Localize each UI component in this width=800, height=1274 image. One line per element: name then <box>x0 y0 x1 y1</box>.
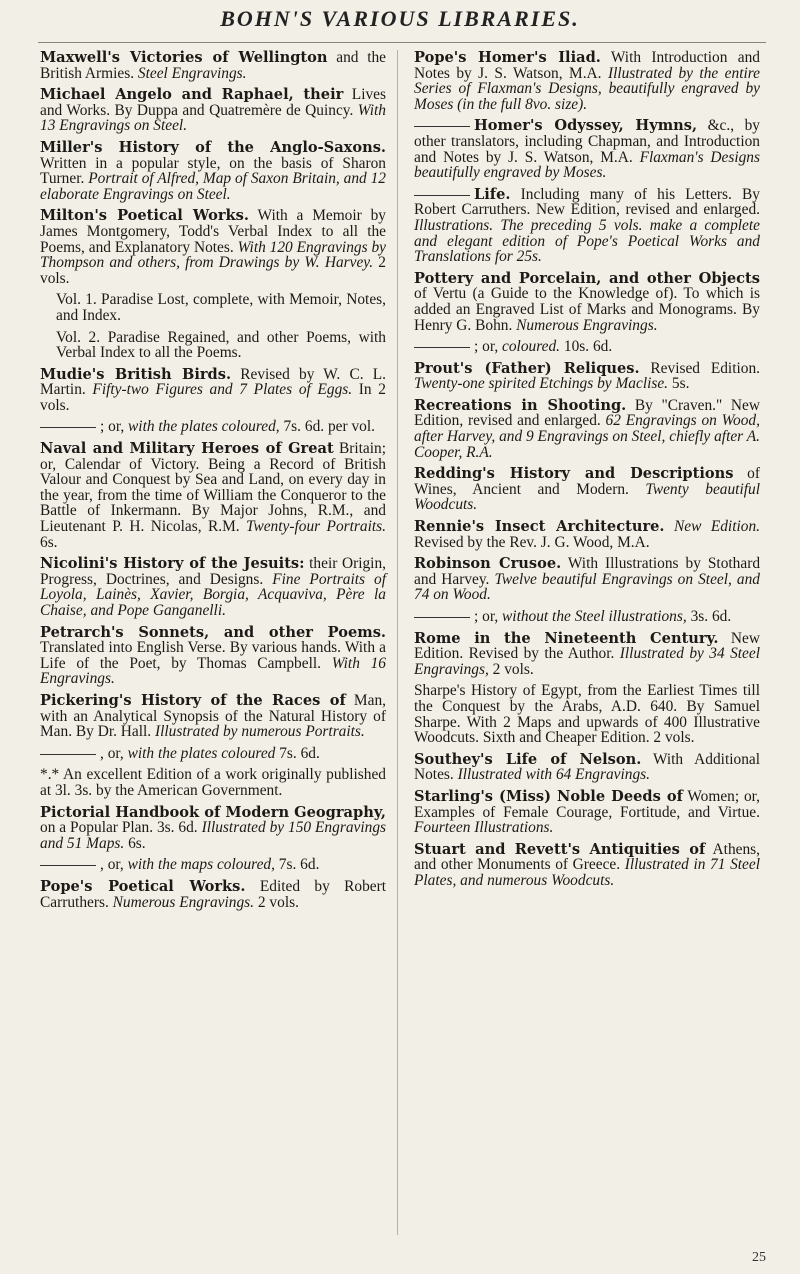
entry-text: Edited by Robert Carruthers. <box>40 877 387 911</box>
catalog-entry <box>414 118 760 180</box>
catalog-entry <box>40 879 386 910</box>
entry-italic: Illustrated by numerous Portraits. <box>155 723 365 741</box>
entry-text: With Introduction and Notes by J. S. Watson, M.A. <box>414 49 760 82</box>
catalog-entry <box>414 361 760 392</box>
entry-title: Pope's Poetical Works. <box>40 877 246 895</box>
entry-title: Mudie's British Birds. <box>40 365 232 383</box>
entry-title: Rennie's Insect Architecture. <box>414 518 665 536</box>
entry-title: Rome in the Nineteenth Century. <box>414 629 719 647</box>
entry-text: With a Memoir by James Montgomery, Todd's Verbal Index to all the Poems, and Explanatory Notes. <box>40 207 387 256</box>
entry-italic: 62 Engravings on Wood, after Harvey, and 9 Engravings on Steel, chiefly after A. Cooper, R.A. <box>414 412 760 461</box>
entry-title: Michael Angelo and Raphael, their <box>40 86 344 104</box>
entry-title: Miller's History of the Anglo-Saxons. <box>40 138 386 156</box>
entry-italic: with the maps coloured, <box>127 856 275 874</box>
entry-italic: Illustrations. The preceding 5 vols. make a complete and elegant edition of Pope's Poetical Works and Translations for 25s. <box>414 216 760 266</box>
entry-text-tail: In 2 vols. <box>40 381 386 414</box>
catalog-entry <box>414 752 760 783</box>
entry-italic: Flaxman's Designs beautifully engraved by Moses. <box>414 148 760 182</box>
ditto-dash <box>414 126 470 127</box>
entry-text: *.* An excellent Edition of a work originally published at 3l. 3s. by the American Government. <box>40 766 386 799</box>
ditto-dash <box>40 865 96 866</box>
entry-text-tail: 10s. 6d. <box>560 338 613 356</box>
entry-text: &c., by other translators, including Chapman, and Introduction and Notes by J. S. Watson, M.A. <box>414 117 760 166</box>
catalog-entry <box>40 330 386 361</box>
entry-italic: Numerous Engravings. <box>112 893 255 911</box>
entry-title: Pope's Homer's Iliad. <box>414 49 601 66</box>
entry-text: ; or, <box>100 418 129 436</box>
entry-text: Women; or, Examples of Female Courage, Fortitude, and Virtue. <box>414 787 760 821</box>
entry-text: on a Popular Plan. 3s. 6d. <box>40 819 202 837</box>
entry-italic: Fine Portraits of Loyola, Lainès, Xavier, Borgia, Acquaviva, Père la Chaise, and Pope Ganganelli. <box>40 570 386 619</box>
catalog-entry <box>414 271 760 333</box>
entry-italic: Illustrated by 34 Steel Engravings, <box>414 645 760 678</box>
left-column <box>40 50 386 916</box>
entry-title: Pickering's History of the Races of <box>40 691 346 709</box>
catalog-entry <box>40 208 386 286</box>
entry-text-tail: 7s. 6d. <box>274 856 320 874</box>
entry-text: Athens, and other Monuments of Greece. <box>414 840 761 874</box>
catalog-entry <box>40 693 386 740</box>
entry-italic: Twelve beautiful Engravings on Steel, and 74 on Wood. <box>414 570 760 604</box>
catalog-entry <box>40 367 386 414</box>
catalog-entry <box>40 857 386 873</box>
catalog-entry <box>414 398 760 460</box>
entry-text-tail: 2 vols. <box>254 893 299 911</box>
entry-italic: Twenty-one spirited Etchings by Maclise. <box>414 375 669 393</box>
entry-italic: with the plates coloured <box>127 744 276 762</box>
catalog-entry <box>40 556 386 618</box>
catalog-entry <box>40 767 386 798</box>
catalog-entry <box>40 625 386 687</box>
entry-text: Britain; or, Calendar of Victory. Being a Record of British Valour and Conquest by Sea and Land, on every day in the year, from the time of William the Conqueror to the Battle of Inkermann. By Major Johns, R.M., and Lieutenant P. H. Nicolas, R.M. <box>40 440 386 536</box>
entry-italic: with the plates coloured, <box>128 418 280 436</box>
entry-italic: With 120 Engravings by Thompson and others, from Drawings by W. Harvey. <box>40 238 386 272</box>
entry-text: ; or, <box>474 608 503 625</box>
entry-text-tail: 7s. 6d. per vol. <box>279 418 375 436</box>
header-rule <box>38 42 766 43</box>
entry-italic: Portrait of Alfred, Map of Saxon Britain, and 12 elaborate Engravings on Steel. <box>40 170 387 203</box>
entry-title: Life. <box>474 185 511 203</box>
catalog-entry <box>414 842 760 889</box>
entry-text-tail: 6s. <box>40 533 58 551</box>
entry-title: Recreations in Shooting. <box>414 396 627 414</box>
entry-text: Including many of his Letters. By Robert Carruthers. New Edition, revised and enlarged. <box>414 185 760 219</box>
entry-title: Petrarch's Sonnets, and other Poems. <box>40 623 386 641</box>
entry-text: With Illustrations by Stothard and Harvey. <box>414 555 761 588</box>
entry-text-tail: Revised by the Rev. J. G. Wood, M.A. <box>414 533 650 551</box>
entry-text-tail: 2 vols. <box>40 254 387 287</box>
entry-text: Translated into English Verse. By various hands. With a Life of the Poet, by Thomas Campbell. <box>40 639 386 672</box>
entry-text: Man, with an Analytical Synopsis of the Natural History of Man. By Dr. Hall. <box>40 691 386 741</box>
entry-italic: Twenty beautiful Woodcuts. <box>414 480 760 514</box>
catalog-entry <box>414 683 760 745</box>
catalog-entry <box>40 87 386 134</box>
ditto-dash <box>40 754 96 755</box>
running-header: BOHN'S VARIOUS LIBRARIES. <box>220 6 580 31</box>
entry-italic: coloured. <box>502 338 561 356</box>
ditto-dash <box>414 617 470 618</box>
entry-text: their Origin, Progress, Doctrines, and Designs. <box>40 555 386 588</box>
entry-text: ; or, <box>474 338 503 356</box>
entry-text: Revised Edition. <box>639 359 760 377</box>
entry-title: Pottery and Porcelain, and other Objects <box>414 269 760 287</box>
entry-text: Revised by W. C. L. Martin. <box>40 365 386 399</box>
entry-text: of Vertu (a Guide to the Knowledge of). To which is added an Engraved List of Marks and Monograms. By Henry G. Bohn. <box>414 285 760 334</box>
catalog-entry <box>40 419 386 435</box>
catalog-entry <box>414 187 760 265</box>
catalog-entry <box>40 292 386 323</box>
entry-text-tail: 3s. 6d. <box>686 608 732 625</box>
entry-text: and the British Armies. <box>40 49 386 82</box>
catalog-entry <box>414 609 760 625</box>
catalog-entry <box>40 140 386 202</box>
ditto-dash <box>414 195 470 196</box>
entry-text: Written in a popular style, on the basis of Sharon Turner. <box>40 154 386 188</box>
entry-text-tail: 2 vols. <box>488 660 534 678</box>
entry-italic: Illustrated in 71 Steel Plates, and numerous Woodcuts. <box>414 856 760 889</box>
page-number: 25 <box>752 1250 766 1265</box>
entry-text: Sharpe's History of Egypt, from the Earliest Times till the Conquest by the Arabs, A.D. 640. By Samuel Sharpe. With 2 Maps and upwards of 400 Illustrative Woodcuts. Sixth and Cheaper Edition. 2 vols. <box>414 682 760 747</box>
entry-text: Lives and Works. By Duppa and Quatremère de Quincy. <box>40 86 386 119</box>
catalog-entry <box>414 631 760 678</box>
entry-italic: New Edition. <box>664 518 760 536</box>
entry-title: Homer's Odyssey, Hymns, <box>474 117 698 135</box>
entry-title: Nicolini's History of the Jesuits: <box>40 555 305 573</box>
entry-text: By "Craven." New Edition, revised and enlarged. <box>414 396 760 430</box>
entry-text-tail: 7s. 6d. <box>275 744 320 762</box>
entry-title: Maxwell's Victories of Wellington <box>40 49 328 66</box>
catalog-entry <box>40 50 386 81</box>
catalog-entry <box>414 339 760 355</box>
column-divider <box>397 50 398 1235</box>
catalog-entry <box>414 50 760 112</box>
catalog-entry <box>40 805 386 852</box>
entry-text-tail: 5s. <box>668 375 690 393</box>
entry-text: New Edition. Revised by the Author. <box>414 629 760 663</box>
right-column <box>414 50 760 895</box>
entry-text: , or, <box>100 856 128 874</box>
entry-italic: With 16 Engravings. <box>40 654 386 688</box>
entry-text: , or, <box>100 744 128 762</box>
entry-title: Prout's (Father) Reliques. <box>414 359 640 377</box>
entry-text-tail: 6s. <box>124 834 146 852</box>
entry-title: Starling's (Miss) Noble Deeds of <box>414 787 683 805</box>
entry-title: Milton's Poetical Works. <box>40 207 249 225</box>
entry-italic: Fifty-two Figures and 7 Plates of Eggs. <box>92 381 353 399</box>
catalog-entry <box>414 556 760 603</box>
entry-italic: With 13 Engravings on Steel. <box>40 101 386 135</box>
entry-italic: Illustrated with 64 Engravings. <box>457 766 650 784</box>
entry-title: Southey's Life of Nelson. <box>414 750 642 768</box>
ditto-dash <box>40 427 96 428</box>
catalog-entry <box>40 441 386 550</box>
entry-title: Robinson Crusoe. <box>414 555 562 573</box>
entry-italic: Steel Engravings. <box>137 64 247 82</box>
entry-italic: Illustrated by 150 Engravings and 51 Maps. <box>40 819 386 852</box>
entry-italic: Numerous Engravings. <box>516 316 658 334</box>
entry-title: Pictorial Handbook of Modern Geography, <box>40 803 386 821</box>
entry-text: of Wines, Ancient and Modern. <box>414 465 760 498</box>
entry-text: Vol. 2. Paradise Regained, and other Poems, with Verbal Index to all the Poems. <box>56 328 386 362</box>
ditto-dash <box>414 347 470 348</box>
catalog-entry <box>414 519 760 550</box>
entry-italic: without the Steel illustrations, <box>502 608 687 625</box>
entry-italic: Illustrated by the entire Series of Flaxman's Designs, beautifully engraved by Moses (in the full 8vo. size). <box>414 64 760 113</box>
catalog-entry <box>40 746 386 762</box>
entry-text: Vol. 1. Paradise Lost, complete, with Memoir, Notes, and Index. <box>56 291 386 324</box>
entry-title: Redding's History and Descriptions <box>414 465 734 483</box>
catalog-entry <box>414 466 760 513</box>
entry-title: Naval and Military Heroes of Great <box>40 440 334 458</box>
entry-italic: Fourteen Illustrations. <box>414 819 554 837</box>
entry-title: Stuart and Revett's Antiquities of <box>414 840 706 858</box>
catalog-entry <box>414 789 760 836</box>
entry-text: With Additional Notes. <box>414 750 760 784</box>
entry-italic: Twenty-four Portraits. <box>246 518 386 536</box>
